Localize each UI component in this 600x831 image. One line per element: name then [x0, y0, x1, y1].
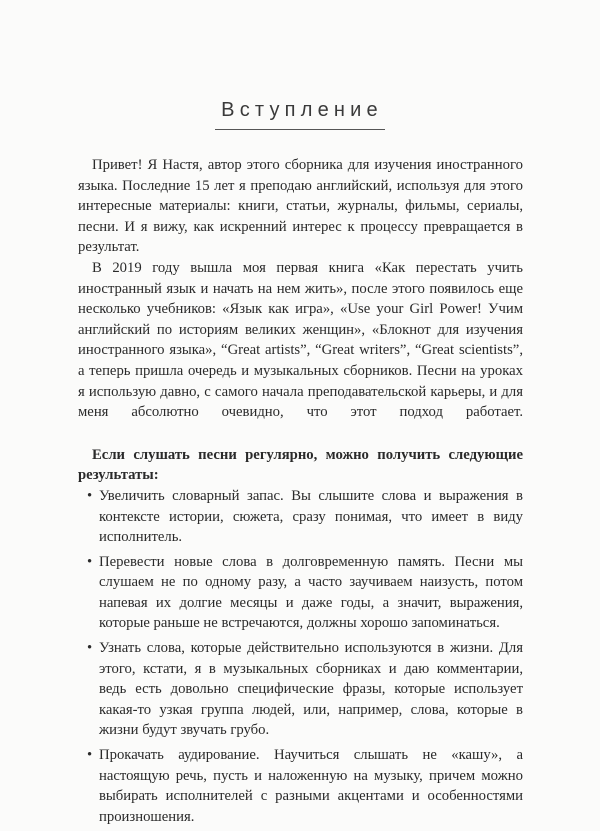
chapter-heading: Вступление	[215, 97, 385, 130]
bullet-icon: •	[87, 747, 93, 764]
list-item	[78, 638, 523, 741]
books-paragraph: В 2019 году вышла моя первая книга «Как перестать учить иностранный язык и начать на нем жить», после этого появилось еще несколько учебников: «Язык как игра», «Use your Girl Power! Учим английский по историям великих женщин», «Блокнот для изучения иностранного языка», “Great artists”, “Great writers”, “Great scientists”, а теперь пришла очередь и музыкальных сборников. Песни на уроках я использую давно, с самого начала преподавательской карьеры, и для меня абсолютно очевидно, что этот подход работает.	[78, 259, 523, 421]
body-text	[78, 155, 523, 831]
bullet-icon: •	[87, 487, 93, 504]
bullet-icon: •	[87, 640, 93, 657]
list-item	[78, 486, 523, 548]
list-item-text: Перевести новые слова в долговременную память. Песни мы слушаем не по одному разу, а часто заучиваем наизусть, потом напевая их долгие месяцы и даже годы, а значит, выражения, которые раньше не встречаются, должны хорошо запоминаться.	[99, 553, 523, 632]
results-heading: Если слушать песни регулярно, можно получить следующие результаты:	[78, 446, 523, 484]
list-item	[78, 552, 523, 634]
paragraph-gap	[78, 423, 523, 445]
bullet-icon: •	[87, 553, 93, 570]
list-item-text: Увеличить словарный запас. Вы слышите слова и выражения в контексте истории, сюжета, сразу понимая, что имеет в виду исполнитель.	[99, 487, 523, 546]
list-item-text: Узнать слова, которые действительно используются в жизни. Для этого, кстати, я в музыкальных сборниках и даю комментарии, ведь есть довольно специфические фразы, которые использует какая-то узкая группа людей, или, например, слова, которые в жизни будут звучать грубо.	[99, 640, 523, 739]
intro-paragraph: Привет! Я Настя, автор этого сборника для изучения иностранного языка. Последние 15 лет я преподаю английский, используя для этого интересные материалы: книги, статьи, журналы, фильмы, сериалы, песни. И я вижу, как искренний интерес к процессу превращается в результат.	[78, 157, 523, 256]
list-item-text: Прокачать аудирование. Научиться слышать не «кашу», а настоящую речь, пусть и наложенную на музыку, причем можно выбирать исполнителей с разными акцентами и особенностями произношения.	[99, 747, 523, 825]
results-list	[78, 486, 523, 828]
list-item	[78, 745, 523, 827]
heading-block	[0, 97, 600, 130]
